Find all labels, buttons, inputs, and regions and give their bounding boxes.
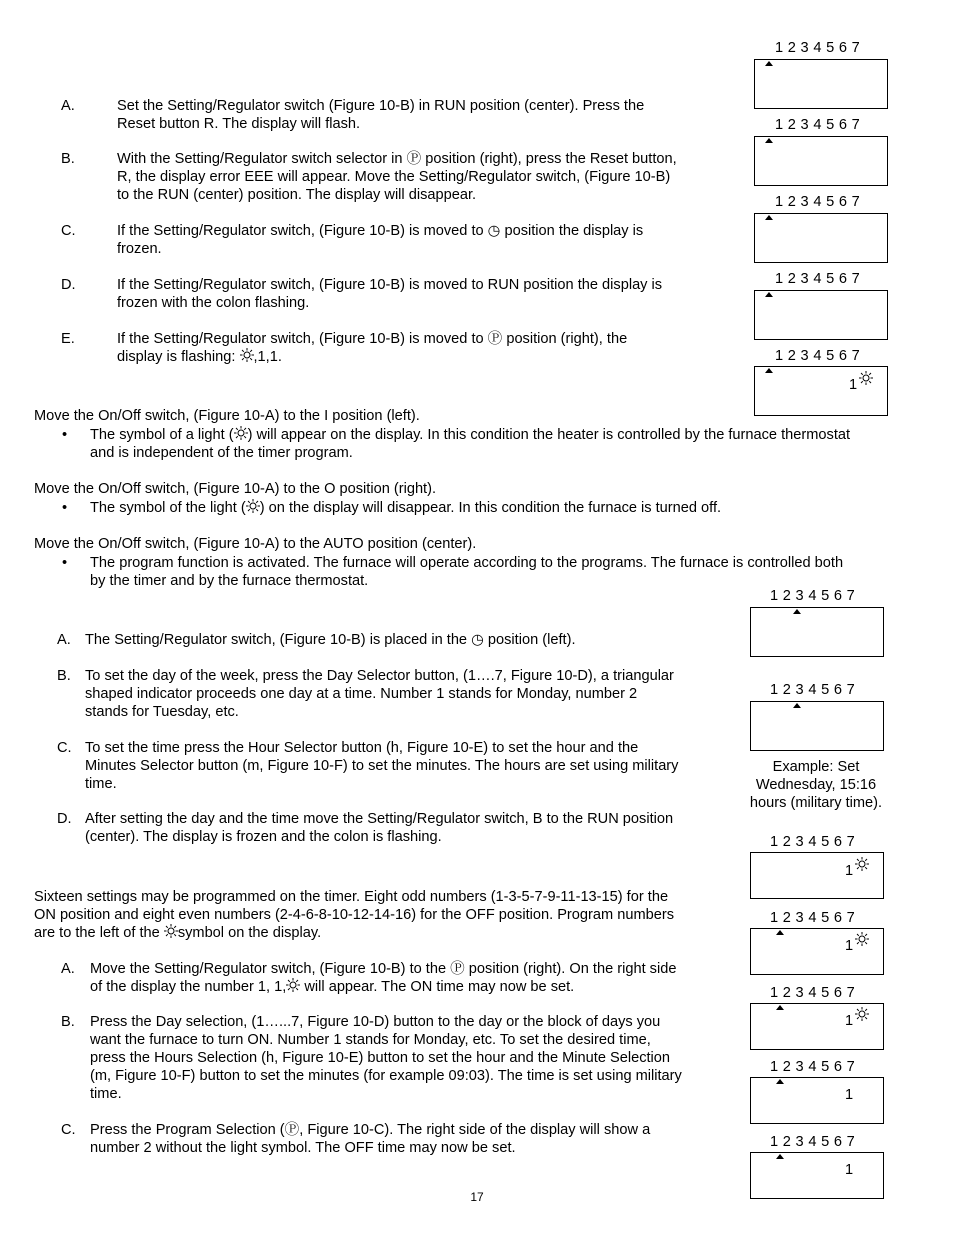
days-label: 1 2 3 4 5 6 7 — [770, 1059, 856, 1075]
step-text: R, the display error EEE will appear. Move the Setting/Regulator switch, (Figure 10-B) — [117, 169, 671, 185]
intro-line: Sixteen settings may be programmed on the timer. Eight odd numbers (1-3-5-7-9-11-13-15) for the — [34, 889, 669, 905]
sun-icon — [855, 1007, 869, 1021]
days-label: 1 2 3 4 5 6 7 — [770, 910, 856, 926]
intro-line: are to the left of the symbol on the display. — [34, 925, 322, 941]
step-text: Press the Day selection, (1…...7, Figure 10-D) button to the day or the block of days you — [90, 1014, 661, 1030]
step-text: Move the Setting/Regulator switch, (Figure 10-B) to the Ⓟ position (right). On the right side — [90, 961, 677, 977]
step-text: Set the Setting/Regulator switch (Figure 10-B) in RUN position (center). Press the — [117, 98, 645, 114]
onoff-heading: Move the On/Off switch, (Figure 10-A) to the AUTO position (center). — [34, 536, 477, 552]
intro-line: ON position and eight even numbers (2-4-6-8-10-12-14-16) for the OFF position. Program numbers — [34, 907, 674, 923]
step-label: A. — [61, 961, 75, 977]
days-label: 1 2 3 4 5 6 7 — [775, 348, 861, 364]
step-label: B. — [61, 151, 75, 167]
sun-icon — [234, 426, 248, 440]
day-indicator — [776, 1154, 784, 1159]
program-number: 1 — [845, 938, 854, 954]
day-indicator — [765, 215, 773, 220]
program-number: 1 — [845, 1087, 854, 1103]
onoff-heading: Move the On/Off switch, (Figure 10-A) to the I position (left). — [34, 408, 420, 424]
bullet: • — [62, 500, 68, 516]
step-text: (center). The display is frozen and the colon is flashing. — [85, 829, 442, 845]
step-text: display is flashing: ,1,1. — [117, 349, 282, 365]
step-text: frozen with the colon flashing. — [117, 295, 310, 311]
bullet: • — [62, 427, 68, 443]
timer-display — [750, 852, 884, 899]
step-text: The Setting/Regulator switch, (Figure 10-B) is placed in the ◷ position (left). — [85, 632, 576, 648]
days-label: 1 2 3 4 5 6 7 — [770, 834, 856, 850]
step-text: stands for Tuesday, etc. — [85, 704, 239, 720]
step-text: shaped indicator proceeds one day at a time. Number 1 stands for Monday, number 2 — [85, 686, 638, 702]
step-text: time. — [85, 776, 117, 792]
step-text: frozen. — [117, 241, 162, 257]
step-text: To set the day of the week, press the Day Selector button, (1….7, Figure 10-D), a triangular — [85, 668, 674, 684]
timer-display — [750, 701, 884, 751]
step-text: To set the time press the Hour Selector button (h, Figure 10-E) to set the hour and the — [85, 740, 639, 756]
sun-icon — [246, 499, 260, 513]
bullet-text: and is independent of the timer program. — [90, 445, 353, 461]
sun-icon — [859, 371, 873, 385]
step-text: of the display the number 1, 1, will appear. The ON time may now be set. — [90, 979, 575, 995]
onoff-heading: Move the On/Off switch, (Figure 10-A) to the O position (right). — [34, 481, 437, 497]
step-text: press the Hours Selection (h, Figure 10-E) button to set the hour and the Minute Selection — [90, 1050, 671, 1066]
sun-icon — [855, 857, 869, 871]
timer-display — [754, 213, 888, 263]
step-text: After setting the day and the time move the Setting/Regulator switch, B to the RUN position — [85, 811, 674, 827]
step-text: Minutes Selector button (m, Figure 10-F) to set the minutes. The hours are set using military — [85, 758, 679, 774]
day-indicator — [776, 1079, 784, 1084]
step-text: With the Setting/Regulator switch selector in Ⓟ position (right), press the Reset button, — [117, 151, 677, 167]
step-label: E. — [61, 331, 75, 347]
step-text: to the RUN (center) position. The display will disappear. — [117, 187, 477, 203]
days-label: 1 2 3 4 5 6 7 — [775, 117, 861, 133]
day-indicator — [765, 61, 773, 66]
step-label: D. — [57, 811, 72, 827]
step-label: B. — [61, 1014, 75, 1030]
example-caption: Example: Set Wednesday, 15:16 hours (military time). — [749, 759, 883, 811]
sun-icon — [240, 348, 254, 362]
days-label: 1 2 3 4 5 6 7 — [775, 40, 861, 56]
timer-display — [750, 928, 884, 975]
day-indicator — [776, 1005, 784, 1010]
timer-display — [750, 1003, 884, 1050]
step-text: Reset button R. The display will flash. — [117, 116, 361, 132]
day-indicator — [765, 138, 773, 143]
sun-icon — [855, 932, 869, 946]
program-number: 1 — [849, 377, 858, 393]
days-label: 1 2 3 4 5 6 7 — [770, 682, 856, 698]
bullet-text: The program function is activated. The furnace will operate according to the programs. The furnace is controlled both — [90, 555, 844, 571]
step-text: want the furnace to turn ON. Number 1 stands for Monday, etc. To set the desired time, — [90, 1032, 651, 1048]
step-label: B. — [57, 668, 71, 684]
step-label: D. — [61, 277, 76, 293]
step-label: A. — [61, 98, 75, 114]
step-text: If the Setting/Regulator switch, (Figure 10-B) is moved to RUN position the display is — [117, 277, 663, 293]
bullet-text: by the timer and by the furnace thermostat. — [90, 573, 369, 589]
day-indicator — [793, 703, 801, 708]
bullet-text: The symbol of a light ( ) will appear on the display. In this condition the heater is controlled by the furnace thermostat — [90, 427, 851, 443]
sun-icon — [286, 978, 300, 992]
sun-icon — [164, 924, 178, 938]
days-label: 1 2 3 4 5 6 7 — [775, 271, 861, 287]
step-text: If the Setting/Regulator switch, (Figure 10-B) is moved to ◷ position the display is — [117, 223, 644, 239]
day-indicator — [765, 368, 773, 373]
days-label: 1 2 3 4 5 6 7 — [770, 588, 856, 604]
step-text: (m, Figure 10-F) button to set the minutes (for example 09:03). The time is set using military — [90, 1068, 682, 1084]
days-label: 1 2 3 4 5 6 7 — [775, 194, 861, 210]
days-label: 1 2 3 4 5 6 7 — [770, 1134, 856, 1150]
timer-display — [754, 290, 888, 340]
step-text: number 2 without the light symbol. The OFF time may now be set. — [90, 1140, 516, 1156]
step-text: time. — [90, 1086, 122, 1102]
step-label: C. — [57, 740, 72, 756]
program-number: 1 — [845, 1013, 854, 1029]
timer-display — [750, 1077, 884, 1124]
program-number: 1 — [845, 863, 854, 879]
page-number: 17 — [470, 1190, 484, 1204]
bullet: • — [62, 555, 68, 571]
timer-display — [754, 59, 888, 109]
step-label: A. — [57, 632, 71, 648]
program-number: 1 — [845, 1162, 854, 1178]
step-label: C. — [61, 223, 76, 239]
day-indicator — [793, 609, 801, 614]
day-indicator — [765, 292, 773, 297]
bullet-text: The symbol of the light ( ) on the display will disappear. In this condition the furnace is turned off. — [90, 500, 722, 516]
day-indicator — [776, 930, 784, 935]
timer-display — [754, 366, 888, 416]
step-text: If the Setting/Regulator switch, (Figure 10-B) is moved to Ⓟ position (right), the — [117, 331, 628, 347]
timer-display — [750, 607, 884, 657]
days-label: 1 2 3 4 5 6 7 — [770, 985, 856, 1001]
step-label: C. — [61, 1122, 76, 1138]
step-text: Press the Program Selection (Ⓟ, Figure 10-C). The right side of the display will show a — [90, 1122, 651, 1138]
timer-display — [754, 136, 888, 186]
